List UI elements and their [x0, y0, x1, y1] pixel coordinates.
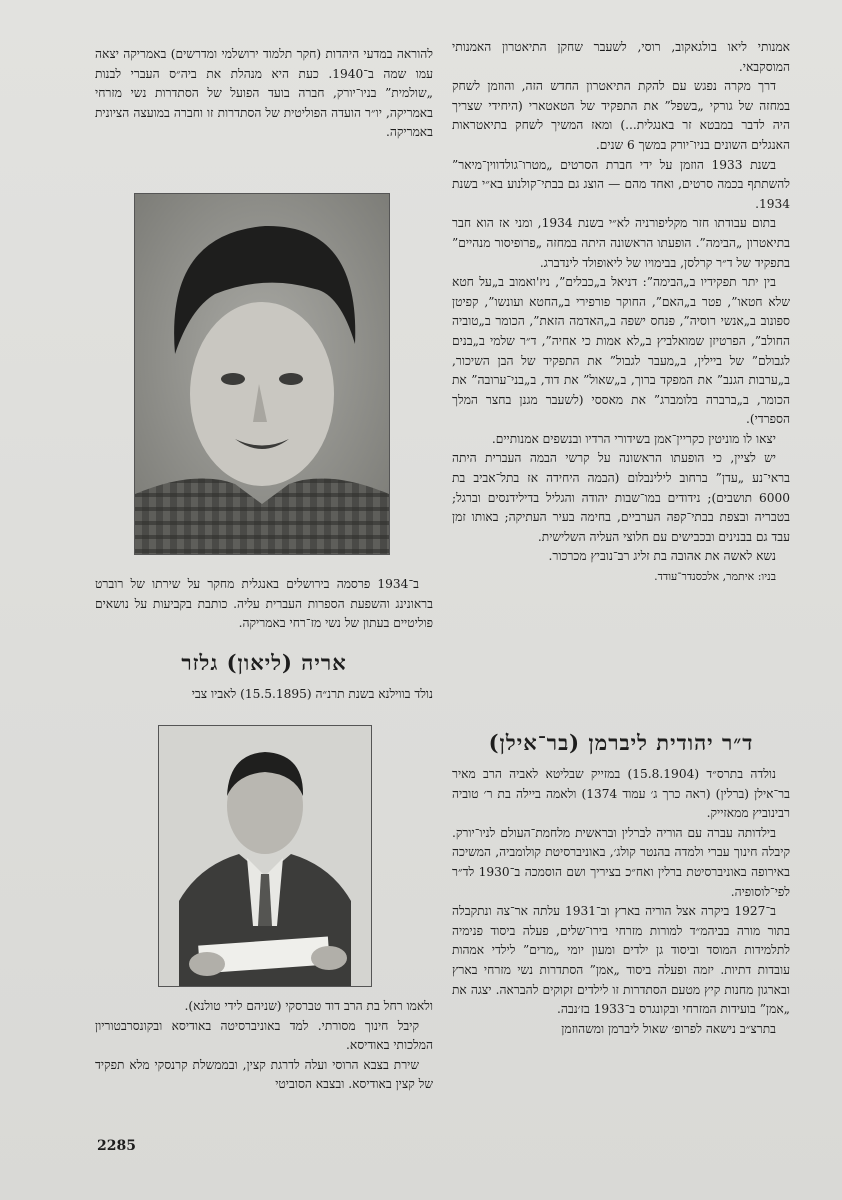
glazer-birth-line	[95, 685, 433, 705]
left-caption-text	[95, 575, 433, 634]
paragraph: נולד בווילנא בשנת תרנ״ה (15.5.1895) לאביו צבי	[191, 687, 433, 701]
paragraph: ב־1934 פרסמה בירושלים באנגלית מחקר על שירתו של רוברט בראונינג והשפעת הספרות העברית עליה. כותבת בקביעות על נושאים פוליטיים בעתון של נשי מז־רחי באמריקה.	[95, 577, 433, 631]
paragraph: יש לציין, כי הופעתו הראשונה על קרשי הבמה העברית היתה בראי־נע „עדן” ברחוב לילינבלום (הבמה היחידה אז בתל־אביב בת 6000 תושבים); נידודים במו־שבות יהודה והגליל בדילידנסים וברגל; בטבריה ובצפת בבתי־קפה הערביים, בחימה בעיר העתיקה; באותו זמן עבד גם בבנינים ובכבישים עם חלוצי העליה השלישית.	[452, 451, 790, 544]
left-bottom-text	[95, 997, 433, 1095]
paragraph: נשא לאשה את אהובה בת זליג רב־נוביץ מכרכור.	[548, 549, 776, 564]
paragraph: בשנת 1933 הוזמן על ידי חברת הסרטים „מטרו־גולדווין־מיאר” להשתתף בכמה סרטים, ואחד מהם — הוצג גם בבתי־קולנוע בא״י בשנת 1934.	[452, 157, 790, 211]
page-number: 2285	[97, 1138, 136, 1154]
paragraph: קיבל חינוך מסורתי. למד באוניברסיטה באודיסא ובקונסרבטוריון המלכותי באודיסא.	[95, 1018, 433, 1053]
left-column-top-text	[95, 45, 433, 143]
paragraph: אמנותי ליאו בולגאקוב, רוסי, לשעבר שחקן התיאטרון האמנותי המוסקבאי.	[452, 40, 790, 74]
liberman-entry-text	[452, 765, 790, 1039]
paragraph: בתום עבודתו חזר מקליפורניה לא״י בשנת 1934, ומני אז הוא חבר בתיאטרון „הבימה”. הופעתו הראשונה היתה במחזה „פרופיסור מנהיים” בתפקיד של ד״ר קרלסן, בבימויו של ליאופולד לינדברג.	[452, 216, 790, 270]
paragraph: בילדותה עברה עם הוריה לברלין ובראשית מלחמת־העולם לניו־יורק. קיבלה חינוך עברי ולמדה בהנטר קולג׳, באוניברסיטת קולומביה, המשיכה באירופה באוניברסיטת ברלין ואח״כ בציריך ושם הוסמכה ב־1930 לד״ר לפי־לוסופיה.	[452, 825, 790, 899]
paragraph: יצאו לו מוניטין כקריין־אמן בשידורי הרדיו ובנשפים אמנותיים.	[491, 431, 776, 446]
entry-heading-glazer: אריה (ליאון) גלזר	[181, 650, 347, 675]
paragraph: שירת בצבא הרוסי ועלה לדרגת קצין, ובממשלת קרנסקי מלא תפקיד של קצין באודיסא. ובצבא הסוביטי	[95, 1057, 433, 1092]
paragraph: בין יתר תפקידיו ב„הבימה”: דניאל ב„כבלים”, ניז'ואמוב ב„על חטא שלא חטאו”, פטר ב„האם”, החוקר פורפירי ב„החטא ועונשו”, קפיטן ספונוב ב„אנשי רוסיה”, פנחס ישפה ב„האדמה הזאת”, הכומר ב„טוביה החולב”, הפרטיזן שמואלביץ ב„לא אמות כי אחיה”, ד״ר שלמי ב„בנים לגבולם” של ביילין, ב„מעבר לגבול” את התפקיד של הבן השיכור, ב„ערבות הגנב” את המפקד ברוך, ב„שאול” את דוד, ב„בני־ערובה” את הכומר, ב„ברברה בלומברג” את מאססי (לשעבר מגנן בחצר המלך הספרדי).	[452, 275, 790, 427]
portrait-man-image	[159, 726, 371, 986]
portrait-woman-image	[135, 194, 389, 554]
paragraph: ולאמו רחל בת הרב דוד טברסקי (שניהם לידי טולנא).	[184, 999, 433, 1013]
paragraph: ב־1927 ביקרה אצל הוריה בארץ וב־1931 עלתה אר־צה ונתקבלה בתור מורה בביהמ״ד למורות מזרחי בירו־שלים, פעלה ביסוד פנימיה לתלמידות המוסד וביסוד גן ילדים ומעון יומי „מרים” לילדי אמהות עובדות דתיות. יזמה ופעלה ביסוד „אמן” הסתדרות נשי מזרחי בארץ ובארגון מחנות קיץ מטעם הסתדרות זו לילדים זקוקים להבראה. יצגה את „אמן” בועידות המזרחי ובקונגרס ב־1933 בז׳נבה.	[452, 904, 790, 1017]
paragraph: בתרצ״ב נישאה לפרופ׳ שאול ליברמן ומשהוזמן	[561, 1021, 776, 1036]
portrait-photo-man	[158, 725, 372, 987]
portrait-photo-woman	[134, 193, 390, 555]
entry-heading-liberman: ד״ר יהודית ליברמן (בר־אילן)	[488, 730, 754, 755]
paragraph: להוראה במדעי היהדות (חקר תלמוד ירושלמי ומדרשים) באמריקה יצאה עמו שמה ב־1940. כעת היא מנהלת את ביה״ס העברי לבנות „שולמית” בניו־יורק, חברה בועד הפועל של הסתדרות נשי מזרחי באמריקה, יו״ר הועדה הפוליטית של הסתדרות זו וחברה במועצה הציונית באמריקה.	[95, 47, 434, 140]
right-column-text	[452, 38, 790, 587]
paragraph: דרך מקרה נפגש עם להקת התיאטרון החדש הזה, והוזמן לשחק במחזה של גורקי „בשפל” את התפקיד של הטאטארי (היחידי שצריך היה לדבר במבטא זר באנגלית...) ומאז המשיך לשחק בתיאטראות האנגלים השונים בניו־יורק במשך 6 שנים.	[452, 79, 790, 152]
sons-line: בניו: איתמר, אלכסנדר־עודד.	[654, 570, 776, 584]
paragraph: נולדה בתרס״ד (15.8.1904) במזייק שבליטא לאביה הרב מאיר בר־אילן (ברלין) (ראה כרך ג׳ עמוד 1374) ולאמה ביילה בת ר׳ טוביה רבינוביץ ממאזייק.	[452, 767, 790, 821]
